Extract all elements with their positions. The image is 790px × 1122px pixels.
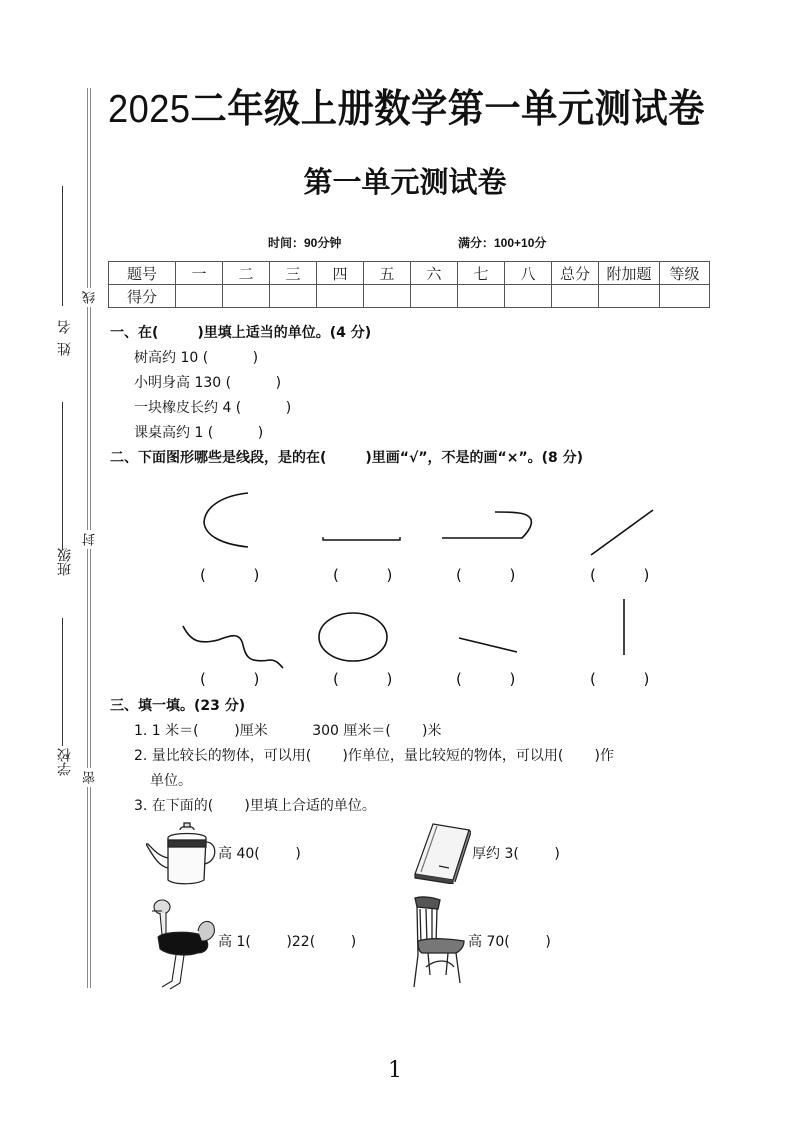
teapot-icon — [146, 822, 218, 886]
score-cell[interactable] — [660, 285, 710, 308]
section1-item[interactable]: 一块橡皮长约 4 ( ) — [134, 400, 292, 416]
section2-title: 二、下面图形哪些是线段，是的在( )里画“√”，不是的画“×”。(8 分) — [110, 450, 584, 466]
score-cell[interactable] — [270, 285, 317, 308]
score-cell[interactable] — [552, 285, 599, 308]
section1-item[interactable]: 树高约 10 ( ) — [134, 350, 259, 366]
score-cell[interactable] — [411, 285, 458, 308]
section3-title: 三、填一填。(23 分) — [110, 698, 246, 714]
answer-blank-6[interactable]: ( ) — [333, 670, 393, 688]
score-cell[interactable] — [176, 285, 223, 308]
line-segment-diagonal-shape — [591, 510, 653, 555]
score-cell[interactable] — [364, 285, 411, 308]
table-cell: 题号 — [109, 262, 176, 285]
table-cell: 四 — [317, 262, 364, 285]
section1-item[interactable]: 小明身高 130 ( ) — [134, 375, 282, 391]
seal-mark-secret: 密 — [81, 768, 100, 787]
answer-blank-8[interactable]: ( ) — [590, 670, 650, 688]
ostrich-question[interactable]: 高 1( )22( ) — [218, 934, 357, 950]
exam-time: 时间：90分钟 — [268, 236, 342, 250]
section3-q3: 3. 在下面的( )里填上合适的单位。 — [134, 798, 376, 814]
name-blank-line — [62, 186, 63, 306]
curved-arc-shape — [204, 493, 248, 547]
name-label[interactable]: 姓名 — [57, 312, 73, 356]
school-blank-line — [62, 618, 63, 746]
table-cell: 五 — [364, 262, 411, 285]
score-table-header-row — [109, 262, 710, 285]
main-title-year: 2025 — [108, 88, 191, 131]
table-cell: 七 — [458, 262, 505, 285]
hooked-line-shape — [442, 512, 531, 538]
table-cell: 八 — [505, 262, 552, 285]
score-table — [108, 261, 710, 308]
section3-q2-line1[interactable]: 2. 量比较长的物体，可以用( )作单位，量比较短的物体，可以用( )作 — [134, 748, 614, 764]
sub-title: 第一单元测试卷 — [303, 167, 507, 199]
main-title — [108, 78, 705, 134]
answer-blank-1[interactable]: ( ) — [200, 566, 260, 584]
class-blank-line — [62, 402, 63, 550]
teapot-question[interactable]: 高 40( ) — [218, 846, 301, 862]
section3-q2-line2: 单位。 — [150, 773, 192, 789]
answer-blank-7[interactable]: ( ) — [456, 670, 516, 688]
table-cell: 得分 — [109, 285, 176, 308]
score-cell[interactable] — [458, 285, 505, 308]
ostrich-icon — [150, 895, 220, 990]
table-cell: 等级 — [660, 262, 710, 285]
main-title-text: 二年级上册数学第一单元测试卷 — [190, 88, 705, 131]
book-question[interactable]: 厚约 3( ) — [472, 846, 560, 862]
score-cell[interactable] — [223, 285, 270, 308]
answer-blank-4[interactable]: ( ) — [590, 566, 650, 584]
score-cell[interactable] — [505, 285, 552, 308]
table-cell: 二 — [223, 262, 270, 285]
table-cell: 六 — [411, 262, 458, 285]
seal-mark-seal: 封 — [81, 530, 100, 549]
ellipse-shape — [319, 613, 387, 661]
score-cell[interactable] — [317, 285, 364, 308]
chair-question[interactable]: 高 70( ) — [468, 934, 551, 950]
section1-title: 一、在( )里填上适当的单位。(4 分) — [110, 325, 372, 341]
score-cell[interactable] — [599, 285, 660, 308]
line-segment-horizontal-shape — [323, 537, 400, 540]
answer-blank-3[interactable]: ( ) — [456, 566, 516, 584]
page-number: 1 — [388, 1058, 402, 1083]
full-score: 满分：100+10分 — [458, 236, 547, 250]
class-label[interactable]: 班级 — [57, 548, 73, 576]
wavy-curve-shape — [183, 626, 283, 668]
section3-q1[interactable]: 1. 1 米＝( )厘米 300 厘米＝( )米 — [134, 723, 442, 739]
chair-icon — [412, 895, 468, 990]
book-icon — [413, 822, 471, 884]
table-cell: 三 — [270, 262, 317, 285]
seal-mark-line: 线 — [81, 288, 100, 307]
answer-blank-2[interactable]: ( ) — [333, 566, 393, 584]
section1-item[interactable]: 课桌高约 1 ( ) — [134, 425, 264, 441]
school-label[interactable]: 学校 — [57, 748, 73, 776]
table-cell: 总分 — [552, 262, 599, 285]
table-cell: 附加题 — [599, 262, 660, 285]
score-table-score-row — [109, 285, 710, 308]
line-segment-slanted-shape — [459, 638, 517, 652]
answer-blank-5[interactable]: ( ) — [200, 670, 260, 688]
table-cell: 一 — [176, 262, 223, 285]
